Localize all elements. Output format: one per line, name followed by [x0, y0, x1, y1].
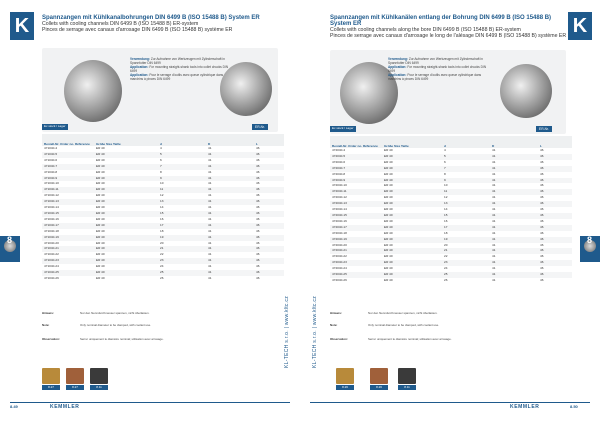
table-cell: 472040-6 [332, 159, 346, 164]
table-cell: 46 [256, 228, 260, 233]
table-cell: ER 40 [384, 159, 393, 164]
accessory-thumb[interactable] [66, 368, 84, 384]
table-cell: ER 40 [94, 164, 158, 170]
table-cell: ER 40 [382, 248, 442, 254]
table-cell: 472040-7 [330, 166, 382, 172]
table-cell: 472040-21 [330, 248, 382, 254]
table-cell: 20 [444, 242, 448, 247]
accessory-thumb[interactable] [370, 368, 388, 384]
table-cell: 46 [540, 230, 544, 235]
table-cell: 46 [256, 169, 260, 174]
table-cell: 41 [490, 189, 538, 195]
table-cell: 471040-15 [42, 211, 94, 217]
table-cell: 471040-9 [42, 176, 94, 182]
table-cell: ER 40 [96, 216, 105, 221]
table-cell: ER 40 [382, 189, 442, 195]
table-cell: 472040-16 [332, 218, 347, 223]
table-cell: ER 40 [94, 211, 158, 217]
table-cell: ER 40 [96, 228, 105, 233]
table-cell: ER 40 [384, 148, 393, 152]
table-cell: 17 [158, 223, 206, 229]
table-cell: 46 [538, 260, 572, 266]
table-cell: 472040-23 [330, 260, 382, 266]
table-cell: 46 [540, 266, 544, 271]
table-cell: 46 [256, 252, 260, 257]
table-cell: 46 [256, 157, 260, 162]
er-badge: ER-Nr. [252, 124, 268, 130]
table-cell: 41 [490, 178, 538, 184]
table-cell: 472040-20 [332, 242, 347, 247]
table-cell: 472040-15 [330, 213, 382, 219]
table-cell: 41 [492, 148, 496, 152]
table-cell: ER 40 [96, 264, 105, 269]
table-cell: 471040-13 [42, 199, 94, 205]
table-cell: 41 [492, 195, 496, 200]
table-cell: 9 [158, 176, 206, 182]
table-cell: 41 [490, 213, 538, 219]
table-cell: 471040-19 [42, 235, 94, 241]
table-cell: 46 [540, 254, 544, 259]
table-cell: 471040-11 [42, 187, 94, 193]
table-cell: 471040-26 [44, 275, 59, 280]
table-cell: 46 [540, 183, 544, 188]
kemmler-logo: K [10, 12, 34, 40]
table-cell: 41 [206, 246, 254, 252]
table-cell: 16 [444, 218, 448, 223]
table-cell: 41 [208, 275, 212, 280]
table-cell: 46 [538, 201, 572, 207]
table-cell: 41 [208, 228, 212, 233]
table-cell: 6 [444, 159, 446, 164]
table-cell: 46 [538, 248, 572, 254]
table-cell: ER 40 [96, 193, 105, 198]
table-cell: 41 [492, 207, 496, 212]
table-cell: 472040-8 [332, 171, 346, 176]
table-cell: 23 [442, 260, 490, 266]
accessory-thumb[interactable] [90, 368, 108, 384]
side-text: KL-TECH s.r.o. | www.kltc.cz [312, 296, 318, 368]
table-cell: 472040-10 [332, 183, 347, 188]
left-page: K Spannzangen mit Kühlkanalbohrungen DIN 6499 B (ISO 15488 B) System ER Collets with cooling channels DIN 6499 B (ISO 15488 B) ER-system Pinces de serrage avec canaux d'arrosage DIN 6499 B (ISO 15488 B) système ER Verwendung: Zur Aufnahme von Werkzeugen mit Zylinderschaft in Spannfutter DIN 6499 Application: For mounting straight-shank tools into collet chucks DIN 6499 Application: Pour le serrage d'outils avec queue cylindrique dans mandrins à pinces DIN 6499 Ex stock / Lager ER-Nr. Bestell-Nr. Order no. Référence Größe Size Taille d D L 471040-4 ER 40 4 41 46 471040-5 ER 40 5 41 46 471040-6 ER 40 6 41 46 471040-7 ER 40 7 41 46 471040-8 ER 40 8 41 46 471040-9 ER 40 9 41 46 471040-10 ER 40 10 41 46 471040-11 ER 40 11 41 46 471040-12 ER 40 12 41 46 471040-13 ER 40 13 41 46 471040-14 ER 40 14 41 46 471040-15 ER 40 15 41 46 471040-16 ER 40 16 41 46 471040-17 ER 40 17 41 46 471040-18 ER 40 18 41 46 471040-19 ER 40 19 41 46 471040-20 ER 40 20 41 46 471040-21 ER 40 21 41 46 471040-22 ER 40 22 41 46 471040-23 ER 40 23 41 46 471040-24 ER 40 24 41 46 471040-25 ER 40 25 41 46 471040-26 ER 40 26 41 46 Hinweis: Nur den Nenndurchmesser spannen, nicht überlasten. Note: Only nominal diameter to be clamped, with coolant use. Observation: Serrer uniquement le diamètre nominal; utilisation avec arrosage. 8.27 8.27 8.11 8.49 KEMMLER [0, 0, 300, 424]
table-row [330, 278, 572, 284]
table-cell: 471040-6 [44, 157, 58, 162]
table-cell: 472040-26 [332, 277, 347, 282]
table-cell: 41 [490, 225, 538, 231]
table-cell: 471040-25 [42, 270, 94, 276]
table-cell: 46 [256, 146, 260, 150]
table-cell: 8 [444, 171, 446, 176]
table-cell: 46 [254, 176, 284, 182]
table-cell: 471040-8 [44, 169, 58, 174]
table-cell: 41 [492, 159, 496, 164]
table-cell: 24 [160, 264, 164, 269]
table-cell: 22 [160, 252, 164, 257]
application-info: Verwendung: Zur Aufnahme von Werkzeugen mit Zylinderschaft in Spannfutter DIN 6499 Application: For mounting straight-shank tools into collet chucks DIN 6499 Application: Pour le serrage d'outils avec queue cylindrique dans mandrins à pinces DIN 6499 [130, 57, 229, 81]
side-text: KL-TECH s.r.o. | www.kltc.cz [284, 296, 290, 368]
table-cell: ER 40 [94, 199, 158, 205]
table-cell: 472040-11 [330, 189, 382, 195]
table-cell: 10 [160, 181, 164, 186]
table-cell: 7 [158, 164, 206, 170]
col-size: Größe Size Taille [382, 136, 442, 148]
table-cell: 46 [254, 270, 284, 276]
table-cell: ER 40 [96, 181, 105, 186]
kemmler-logo: K [568, 12, 592, 40]
table-cell: 14 [444, 207, 448, 212]
table-cell: ER 40 [384, 207, 393, 212]
table-cell: 41 [206, 258, 254, 264]
table-cell: 472040-9 [330, 178, 382, 184]
table-cell: ER 40 [384, 183, 393, 188]
table-cell: ER 40 [96, 157, 105, 162]
page-number: 8.50 [570, 404, 578, 409]
table-cell: 41 [490, 248, 538, 254]
table-cell: 46 [540, 159, 544, 164]
table-cell: 472040-12 [332, 195, 347, 200]
table-cell: 471040-16 [44, 216, 59, 221]
table-cell: 471040-23 [42, 258, 94, 264]
table-cell: ER 40 [384, 266, 393, 271]
notes: Hinweis: Nur den Nenndurchmesser spannen, nicht überlasten. Note: Only nominal diameter to be clamped, with coolant use. Observation: Serrer uniquement le diamètre nominal; utilisation avec arrosage. [42, 311, 164, 341]
table-cell: ER 40 [96, 252, 105, 257]
table-cell: 26 [444, 277, 448, 282]
col-L: L [538, 136, 572, 148]
table-cell: 41 [206, 187, 254, 193]
table-cell: ER 40 [384, 218, 393, 223]
table-cell: 41 [492, 266, 496, 271]
table-cell: 46 [538, 272, 572, 278]
col-D: D [206, 134, 254, 146]
page-title: Spannzangen mit Kühlkanälen entlang der Bohrung DIN 6499 B (ISO 15488 B) System ER Collets with cooling channels along the bore DIN 6499 B (ISO 15488 B) ER-system Pinces de serrage avec canaux d'arrosage le long de l'alésage DIN 6499 B (ISO 15488 B) système ER [330, 15, 567, 39]
table-cell: 41 [492, 171, 496, 176]
table-cell: 15 [442, 213, 490, 219]
col-order-no: Bestell-Nr. Order no. Référence [42, 134, 94, 146]
table-cell: 471040-22 [44, 252, 59, 257]
table-cell: 41 [490, 272, 538, 278]
table-cell: 41 [208, 193, 212, 198]
table-cell: 41 [208, 240, 212, 245]
table-cell: 472040-14 [332, 207, 347, 212]
table-cell: ER 40 [384, 254, 393, 259]
table-cell: 8 [160, 169, 162, 174]
er-badge: ER-Nr. [536, 126, 552, 132]
table-cell: 12 [444, 195, 448, 200]
table-cell: 472040-4 [332, 148, 346, 152]
col-d: d [442, 136, 490, 148]
table-cell: 46 [254, 199, 284, 205]
page-title: Spannzangen mit Kühlkanalbohrungen DIN 6499 B (ISO 15488 B) System ER Collets with cooling channels DIN 6499 B (ISO 15488 B) ER-system Pinces de serrage avec canaux d'arrosage DIN 6499 B (ISO 15488 B) système ER [42, 15, 260, 33]
table-cell: 41 [206, 235, 254, 241]
table-cell: 41 [208, 181, 212, 186]
table-cell: 472040-17 [330, 225, 382, 231]
table-cell: 4 [444, 148, 446, 152]
table-cell: 472040-5 [330, 154, 382, 160]
table-row [42, 276, 284, 282]
table-cell: ER 40 [382, 166, 442, 172]
collet-side-image [500, 64, 552, 118]
table-cell: ER 40 [96, 240, 105, 245]
table-cell: ER 40 [384, 171, 393, 176]
footer-line [310, 402, 590, 403]
table-cell: 41 [492, 242, 496, 247]
table-cell: ER 40 [382, 213, 442, 219]
table-cell: 472040-13 [330, 201, 382, 207]
table-cell: 14 [160, 205, 164, 210]
table-cell: 41 [206, 199, 254, 205]
table-cell: ER 40 [382, 225, 442, 231]
table-cell: ER 40 [382, 272, 442, 278]
table-cell: 7 [442, 166, 490, 172]
table-cell: 46 [254, 258, 284, 264]
table-cell: 15 [158, 211, 206, 217]
table-cell: 20 [160, 240, 164, 245]
table-cell: 41 [206, 164, 254, 170]
table-cell: 9 [442, 178, 490, 184]
table-cell: 41 [208, 146, 212, 150]
table-cell: 46 [256, 264, 260, 269]
table-cell: 41 [490, 237, 538, 243]
table-cell: 472040-18 [332, 230, 347, 235]
table-cell: ER 40 [96, 275, 105, 280]
table-cell: 46 [254, 223, 284, 229]
table-cell: 13 [442, 201, 490, 207]
table-cell: 46 [538, 225, 572, 231]
table-cell: 23 [158, 258, 206, 264]
table-cell: ER 40 [384, 195, 393, 200]
table-cell: 41 [206, 152, 254, 158]
table-cell: 46 [254, 187, 284, 193]
table-cell: 41 [208, 252, 212, 257]
table-cell: 41 [206, 211, 254, 217]
table-cell: 46 [254, 152, 284, 158]
table-cell: 41 [206, 176, 254, 182]
table-cell: 41 [208, 205, 212, 210]
table-cell: ER 40 [94, 187, 158, 193]
table-cell: 10 [444, 183, 448, 188]
table-cell: ER 40 [94, 152, 158, 158]
table-cell: 471040-10 [44, 181, 59, 186]
table-cell: 19 [158, 235, 206, 241]
table-cell: 471040-7 [42, 164, 94, 170]
table-cell: 18 [444, 230, 448, 235]
table-cell: 471040-5 [42, 152, 94, 158]
table-cell: 41 [206, 270, 254, 276]
table-cell: ER 40 [94, 258, 158, 264]
col-D: D [490, 136, 538, 148]
brand-name: KEMMLER [50, 404, 80, 410]
table-cell: 41 [208, 264, 212, 269]
table-cell: 13 [158, 199, 206, 205]
table-cell: 46 [538, 178, 572, 184]
table-cell: 41 [206, 223, 254, 229]
table-cell: 46 [256, 240, 260, 245]
table-cell: 16 [160, 216, 164, 221]
table-cell: 41 [492, 230, 496, 235]
table-cell: ER 40 [96, 169, 105, 174]
table-cell: ER 40 [96, 205, 105, 210]
table-cell: ER 40 [382, 178, 442, 184]
stock-badge: Ex stock / Lager [332, 126, 354, 130]
table-cell: 19 [442, 237, 490, 243]
table-cell: 41 [492, 183, 496, 188]
table-cell: 4 [160, 146, 162, 150]
table-cell: 41 [490, 154, 538, 160]
col-size: Größe Size Taille [94, 134, 158, 146]
table-cell: 41 [492, 218, 496, 223]
table-cell: 22 [444, 254, 448, 259]
table-cell: 46 [540, 242, 544, 247]
chapter-tab[interactable]: 8 [0, 236, 20, 262]
table-cell: 472040-22 [332, 254, 347, 259]
table-cell: 471040-24 [44, 264, 59, 269]
table-cell: ER 40 [94, 223, 158, 229]
table-cell: 471040-4 [44, 146, 58, 150]
table-cell: 471040-20 [44, 240, 59, 245]
product-table [330, 136, 572, 284]
table-cell: 17 [442, 225, 490, 231]
table-cell: 6 [160, 157, 162, 162]
table-cell: 46 [540, 207, 544, 212]
table-cell: ER 40 [384, 230, 393, 235]
table-cell: ER 40 [382, 201, 442, 207]
table-cell: 25 [158, 270, 206, 276]
table-cell: ER 40 [94, 246, 158, 252]
table-cell: 46 [256, 275, 260, 280]
table-cell: 472040-24 [332, 266, 347, 271]
table-cell: 41 [490, 166, 538, 172]
table-cell: 46 [256, 216, 260, 221]
table-cell: 41 [490, 260, 538, 266]
brand-name: KEMMLER [510, 404, 540, 410]
table-cell: ER 40 [382, 237, 442, 243]
table-cell: 46 [254, 164, 284, 170]
table-cell: 12 [160, 193, 164, 198]
table-cell: 46 [540, 148, 544, 152]
table-cell: 46 [254, 235, 284, 241]
table-cell: ER 40 [382, 260, 442, 266]
table-cell: 25 [442, 272, 490, 278]
table-cell: 46 [256, 193, 260, 198]
table-cell: 471040-21 [42, 246, 94, 252]
table-cell: 471040-12 [44, 193, 59, 198]
table-cell: 46 [538, 237, 572, 243]
table-cell: 471040-14 [44, 205, 59, 210]
table-cell: 46 [538, 189, 572, 195]
table-cell: 11 [158, 187, 206, 193]
table-cell: 471040-17 [42, 223, 94, 229]
table-cell: 472040-19 [330, 237, 382, 243]
table-cell: 24 [444, 266, 448, 271]
table-cell: 46 [538, 213, 572, 219]
accessory-thumb[interactable] [336, 368, 354, 384]
right-page: K Spannzangen mit Kühlkanälen entlang der Bohrung DIN 6499 B (ISO 15488 B) System ER Collets with cooling channels along the bore DIN 6499 B (ISO 15488 B) ER-system Pinces de serrage avec canaux d'arrosage le long de l'alésage DIN 6499 B (ISO 15488 B) système ER Verwendung: Zur Aufnahme von Werkzeugen mit Zylinderschaft in Spannfutter DIN 6499 Application: For mounting straight-shank tools into collet chucks DIN 6499 Application: Pour le serrage d'outils avec queue cylindrique dans mandrins à pinces DIN 6499 Ex stock / Lager ER-Nr. Bestell-Nr. Order no. Référence Größe Size Taille d D L 472040-4 ER 40 4 41 46 472040-5 ER 40 5 41 46 472040-6 ER 40 6 41 46 472040-7 ER 40 7 41 46 472040-8 ER 40 8 41 46 472040-9 ER 40 9 41 46 472040-10 ER 40 10 41 46 472040-11 ER 40 11 41 46 472040-12 ER 40 12 41 46 472040-13 ER 40 13 41 46 472040-14 ER 40 14 41 46 472040-15 ER 40 15 41 46 472040-16 ER 40 16 41 46 472040-17 ER 40 17 41 46 472040-18 ER 40 18 41 46 472040-19 ER 40 19 41 46 472040-20 ER 40 20 41 46 472040-21 ER 40 21 41 46 472040-22 ER 40 22 41 46 472040-23 ER 40 23 41 46 472040-24 ER 40 24 41 46 472040-25 ER 40 25 41 46 472040-26 ER 40 26 41 46 Hinweis: Nur den Nenndurchmesser spannen, nicht überlasten. Note: Only nominal diameter to be clamped, with coolant use. Observation: Serrer uniquement le diamètre nominal; utilisation avec arrosage. 8.26 8.26 8.11 KEMMLER 8.50 [300, 0, 600, 424]
table-cell: 46 [256, 205, 260, 210]
table-cell: 21 [158, 246, 206, 252]
table-cell: 472040-25 [330, 272, 382, 278]
col-order-no: Bestell-Nr. Order no. Référence [330, 136, 382, 148]
table-cell: 46 [540, 195, 544, 200]
accessory-thumb[interactable] [398, 368, 416, 384]
table-cell: 471040-18 [44, 228, 59, 233]
table-cell: ER 40 [382, 154, 442, 160]
page-number: 8.49 [10, 404, 18, 409]
table-cell: ER 40 [96, 146, 105, 150]
table-cell: ER 40 [94, 235, 158, 241]
accessory-thumb[interactable] [42, 368, 60, 384]
table-cell: 41 [492, 277, 496, 282]
table-cell: ER 40 [384, 242, 393, 247]
table-cell: 26 [160, 275, 164, 280]
chapter-tab[interactable]: 8 [580, 236, 600, 262]
table-cell: 5 [442, 154, 490, 160]
table-cell: 46 [538, 154, 572, 160]
table-cell: 41 [492, 254, 496, 259]
table-cell: 18 [160, 228, 164, 233]
table-cell: 41 [490, 201, 538, 207]
table-cell: ER 40 [94, 270, 158, 276]
table-cell: 46 [254, 211, 284, 217]
table-cell: 21 [442, 248, 490, 254]
table-cell: ER 40 [94, 176, 158, 182]
table-cell: 46 [256, 181, 260, 186]
notes: Hinweis: Nur den Nenndurchmesser spannen, nicht überlasten. Note: Only nominal diameter to be clamped, with coolant use. Observation: Serrer uniquement le diamètre nominal; utilisation avec arrosage. [330, 311, 452, 341]
table-cell: 5 [158, 152, 206, 158]
application-info: Verwendung: Zur Aufnahme von Werkzeugen mit Zylinderschaft in Spannfutter DIN 6499 Application: For mounting straight-shank tools into collet chucks DIN 6499 Application: Pour le serrage d'outils avec queue cylindrique dans mandrins à pinces DIN 6499 [388, 57, 487, 81]
product-table [42, 134, 284, 282]
table-cell: 46 [540, 218, 544, 223]
table-cell: 46 [538, 166, 572, 172]
collet-image [64, 60, 122, 122]
table-cell: ER 40 [384, 277, 393, 282]
stock-badge: Ex stock / Lager [44, 124, 66, 128]
col-d: d [158, 134, 206, 146]
table-cell: 41 [208, 157, 212, 162]
footer-line [10, 402, 290, 403]
col-L: L [254, 134, 284, 146]
table-cell: 41 [208, 169, 212, 174]
table-cell: 11 [442, 189, 490, 195]
table-cell: 46 [540, 171, 544, 176]
table-cell: 46 [540, 277, 544, 282]
table-cell: 41 [208, 216, 212, 221]
table-cell: 46 [254, 246, 284, 252]
